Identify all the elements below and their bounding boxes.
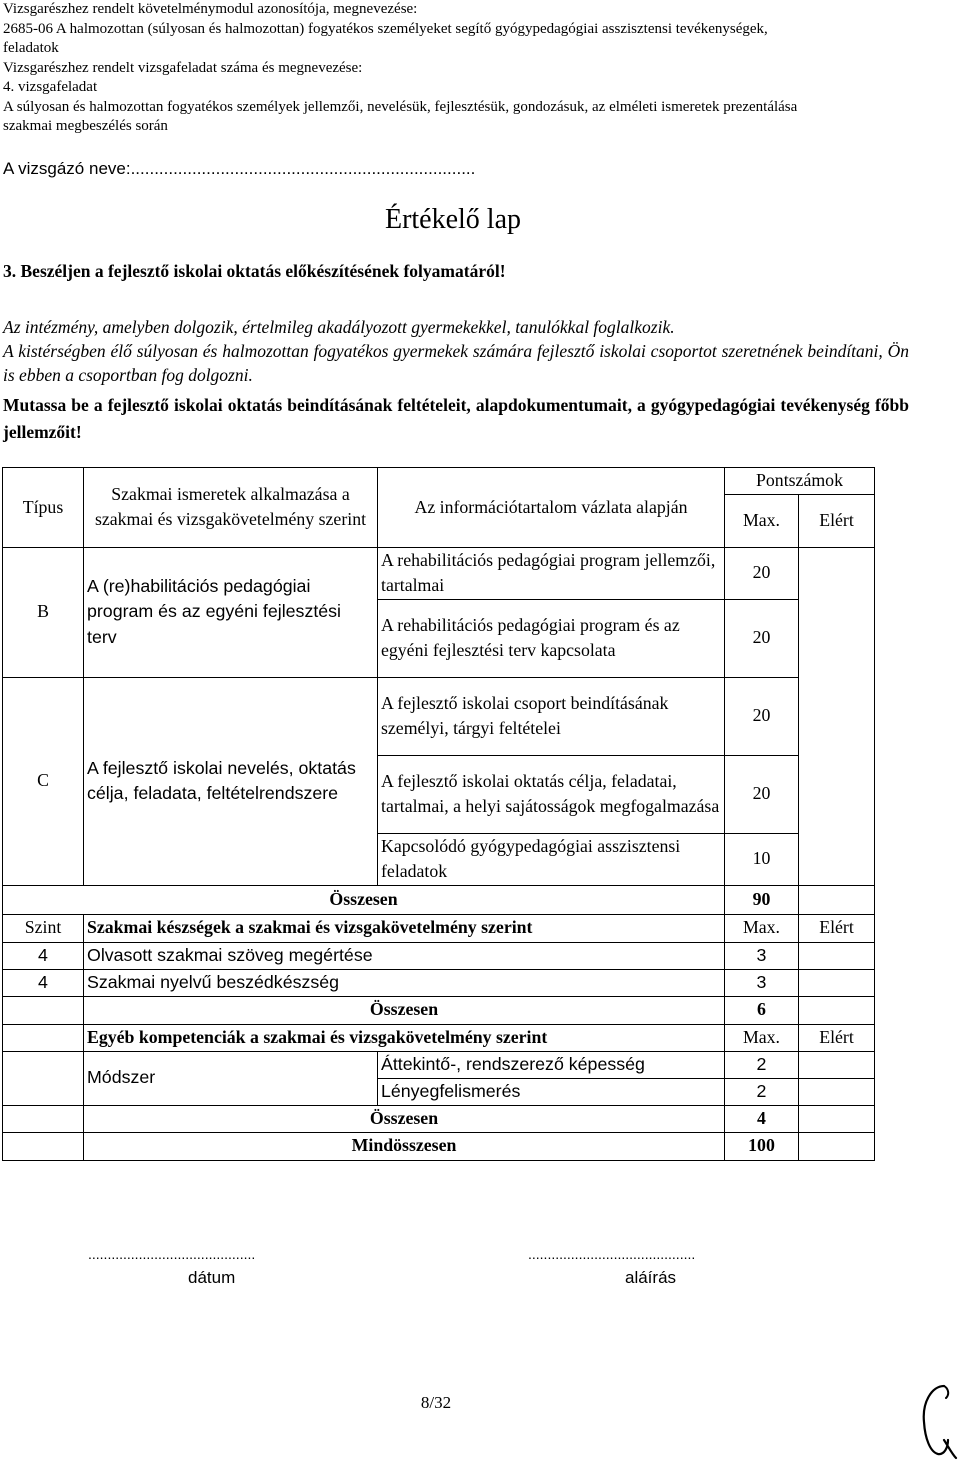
- header-type: Típus: [3, 468, 84, 548]
- achieved-points: [799, 1132, 875, 1160]
- subtotal-label: Összesen: [84, 1105, 725, 1132]
- page-title: Értékelő lap: [384, 204, 522, 235]
- max-points: 2: [725, 1051, 799, 1078]
- header-knowledge: Szakmai ismeretek alkalmazása a szakmai és vizsgakövetelmény szerint: [84, 468, 378, 548]
- outline-item: A rehabilitációs pedagógiai program és az egyéni fejlesztési terv kapcsolata: [378, 599, 725, 677]
- max-points: 10: [725, 833, 799, 885]
- max-points: 3: [725, 969, 799, 996]
- scenario-text: [3, 315, 909, 387]
- scenario-paragraph: A kistérségben élő súlyosan és halmozottan fogyatékos gyermekek számára fejlesztő iskolai csoportot szeretnének beindítani, Ön is ebben a csoportban fog dolgozni.: [3, 341, 909, 385]
- achieved-points: [799, 885, 875, 914]
- achieved-points: [799, 547, 875, 885]
- header-points: Pontszámok: [725, 468, 875, 495]
- empty-cell: [3, 1105, 84, 1132]
- achieved-points: [799, 1078, 875, 1105]
- header-achieved: Elért: [799, 914, 875, 942]
- topic-cell: A fejlesztő iskolai nevelés, oktatás célja, feladata, feltételrendszere: [84, 677, 378, 885]
- achieved-points: [799, 942, 875, 969]
- skills-heading: Szakmai készségek a szakmai és vizsgakövetelmény szerint: [84, 914, 725, 942]
- grand-total-value: 100: [725, 1132, 799, 1160]
- type-cell: C: [3, 677, 84, 885]
- skill-item: Olvasott szakmai szöveg megértése: [84, 942, 725, 969]
- header-outline: Az információtartalom vázlata alapján: [378, 468, 725, 548]
- max-points: 20: [725, 599, 799, 677]
- skill-level: 4: [3, 942, 84, 969]
- date-label: dátum: [188, 1268, 236, 1287]
- achieved-points: [799, 1105, 875, 1132]
- header-achieved: Elért: [799, 1024, 875, 1051]
- subtotal-value: 6: [725, 996, 799, 1024]
- max-points: 3: [725, 942, 799, 969]
- header-max: Max.: [725, 1024, 799, 1051]
- subtotal-label: Összesen: [84, 996, 725, 1024]
- header-line: feladatok: [3, 40, 59, 56]
- topic-cell: A (re)habilitációs pedagógiai program és az egyéni fejlesztési terv: [84, 547, 378, 677]
- evaluation-table: [2, 467, 875, 1161]
- skill-item: Szakmai nyelvű beszédkészség: [84, 969, 725, 996]
- subtotal-value: 4: [725, 1105, 799, 1132]
- signature-dotted-line: ...........................................: [528, 1246, 696, 1262]
- outline-item: Kapcsolódó gyógypedagógiai asszisztensi feladatok: [378, 833, 725, 885]
- empty-cell: [3, 1132, 84, 1160]
- competencies-heading: Egyéb kompetenciák a szakmai és vizsgakövetelmény szerint: [84, 1024, 725, 1051]
- outline-item: A fejlesztő iskolai oktatás célja, feladatai, tartalmai, a helyi sajátosságok megfogalmazása: [378, 755, 725, 833]
- header-max: Max.: [725, 494, 799, 547]
- header-line: szakmai megbeszélés során: [3, 118, 168, 134]
- question-heading: 3. Beszéljen a fejlesztő iskolai oktatás előkészítésének folyamatáról!: [3, 261, 506, 281]
- header-achieved: Elért: [799, 494, 875, 547]
- method-group: Módszer: [84, 1051, 378, 1105]
- date-dotted-line: ...........................................: [88, 1246, 256, 1262]
- header-line: 4. vizsgafeladat: [3, 79, 98, 95]
- achieved-points: [799, 969, 875, 996]
- empty-cell: [3, 1024, 84, 1051]
- scenario-paragraph: Az intézmény, amelyben dolgozik, értelmileg akadályozott gyermekekkel, tanulókkal foglalkozik.: [3, 317, 675, 337]
- header-line: A súlyosan és halmozottan fogyatékos személyek jellemzői, nevelésük, fejlesztésük, gondozásuk, az elméleti ismeretek prezentálása: [3, 98, 798, 115]
- competency-item: Lényegfelismerés: [378, 1078, 725, 1105]
- subtotal-label: Összesen: [3, 885, 725, 914]
- page-number: 8/32: [420, 1393, 452, 1412]
- outline-item: A rehabilitációs pedagógiai program jellemzői, tartalmai: [378, 547, 725, 599]
- max-points: 20: [725, 547, 799, 599]
- competency-item: Áttekintő-, rendszerező képesség: [378, 1051, 725, 1078]
- task-text: Mutassa be a fejlesztő iskolai oktatás beindításának feltételeit, alapdokumentumait, a gyógypedagógiai tevékenység főbb jellemzőit!: [3, 395, 909, 442]
- examinee-name-field: A vizsgázó neve:.........................................................................: [3, 159, 476, 178]
- header-line: 2685-06 A halmozottan (súlyosan és halmozottan) fogyatékos személyeket segítő gyógypedagógiai asszisztensi tevékenységek,: [3, 20, 768, 37]
- header-level: Szint: [3, 914, 84, 942]
- subtotal-value: 90: [725, 885, 799, 914]
- document-header: [3, 0, 958, 137]
- skill-level: 4: [3, 969, 84, 996]
- signature-label: aláírás: [625, 1268, 677, 1287]
- header-line: Vizsgarészhez rendelt vizsgafeladat száma és megnevezése:: [3, 59, 363, 76]
- max-points: 20: [725, 755, 799, 833]
- max-points: 20: [725, 677, 799, 755]
- empty-cell: [3, 996, 84, 1024]
- outline-item: A fejlesztő iskolai csoport beindításának személyi, tárgyi feltételei: [378, 677, 725, 755]
- handwritten-mark: [914, 1380, 958, 1462]
- header-line: Vizsgarészhez rendelt követelménymodul azonosítója, megnevezése:: [3, 1, 418, 17]
- empty-cell: [3, 1051, 84, 1105]
- type-cell: B: [3, 547, 84, 677]
- grand-total-label: Mindösszesen: [84, 1132, 725, 1160]
- max-points: 2: [725, 1078, 799, 1105]
- achieved-points: [799, 996, 875, 1024]
- achieved-points: [799, 1051, 875, 1078]
- header-max: Max.: [725, 914, 799, 942]
